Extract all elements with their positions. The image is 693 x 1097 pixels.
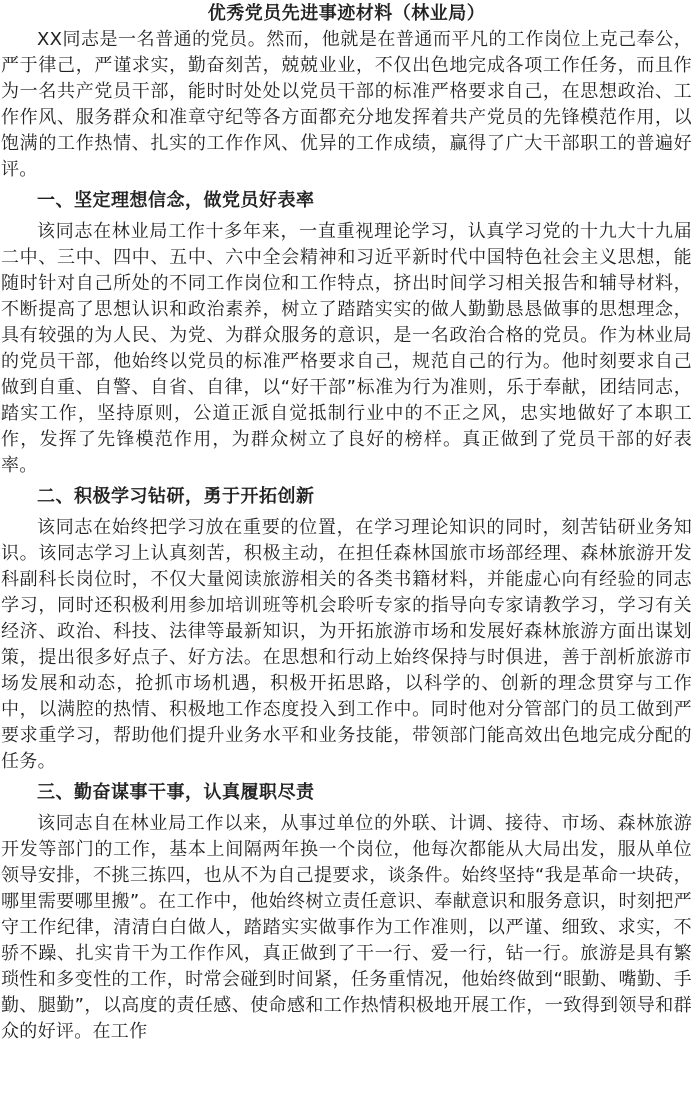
section-body-1: 该同志在林业局工作十多年来，一直重视理论学习，认真学习党的十九大十九届二中、三中、四中、五中、六中全会精神和习近平新时代中国特色社会主义思想，能随时针对自己所处的不同工作岗位和工作特点，挤出时间学习相关报告和辅导材料，不断提高了思想认识和政治素养，树立了踏踏实实的做人勤勤恳恳做事的思想理念，具有较强的为人民、为党、为群众服务的意识，是一名政治合格的党员。作为林业局的党员干部，他始终以党员的标准严格要求自己，规范自己的行为。他时刻要求自己做到自重、自警、自省、自律，以“好干部”标准为行为准则，乐于奉献，团结同志，踏实工作，坚持原则，公道正派自觉抵制行业中的不正之风，忠实地做好了本职工作，发挥了先锋模范作用，为群众树立了良好的榜样。真正做到了党员干部的好表率。	[1, 221, 692, 476]
section-body-2: 该同志在始终把学习放在重要的位置，在学习理论知识的同时，刻苦钻研业务知识。该同志学习上认真刻苦，积极主动，在担任森林国旅市场部经理、森林旅游开发科副科长岗位时，不仅大量阅读旅游相关的各类书籍材料，并能虚心向有经验的同志学习，同时还积极利用参加培训班等机会聆听专家的指导向专家请教学习，学习有关经济、政治、科技、法律等最新知识，为开拓旅游市场和发展好森林旅游方面出谋划策，提出很多好点子、好方法。在思想和行动上始终保持与时俱进，善于剖析旅游市场发展和动态，抢抓市场机遇，积极开拓思路，以科学的、创新的理念贯穿与工作中，以满腔的热情、积极地工作态度投入到工作中。同时他对分管部门的员工做到严要求重学习，帮助他们提升业务水平和业务技能，带领部门能高效出色地完成分配的任务。	[1, 517, 692, 772]
section-body-3: 该同志自在林业局工作以来，从事过单位的外联、计调、接待、市场、森林旅游开发等部门的工作，基本上间隔两年换一个岗位，他每次都能从大局出发，服从单位领导安排，不挑三拣四，也从不为自己提要求，谈条件。始终坚持“我是革命一块砖，哪里需要哪里搬”。在工作中，他始终树立责任意识、奉献意识和服务意识，时刻把严守工作纪律，清清白白做人，踏踏实实做事作为工作准则，以严谨、细致、求实，不骄不躁、扎实肯干为工作作风，真正做到了干一行、爱一行，钻一行。旅游是具有繁琐性和多变性的工作，时常会碰到时间紧，任务重情况，他始终做到“眼勤、嘴勤、手勤、腿勤”，以高度的责任感、使命感和工作热情积极地开展工作，一致得到领导和群众的好评。在工作	[1, 813, 692, 1042]
document-title: 优秀党员先进事迹材料（林业局）	[207, 3, 486, 24]
section-heading-3: 三、勤奋谋事干事，认真履职尽责	[37, 782, 315, 803]
intro-paragraph: XX同志是一名普通的党员。然而，他就是在普通而平凡的工作岗位上克己奉公，严于律己，严谨求实，勤奋刻苦，兢兢业业，不仅出色地完成各项工作任务，而且作为一名共产党员干部，能时时处处以党员干部的标准严格要求自己，在思想政治、工作作风、服务群众和准章守纪等各方面都充分地发挥着共产党员的先锋模范作用，以饱满的工作热情、扎实的工作作风、优异的工作成绩，赢得了广大干部职工的普遍好评。	[1, 29, 692, 180]
section-heading-1: 一、坚定理想信念，做党员好表率	[37, 190, 315, 211]
section-heading-2: 二、积极学习钻研，勇于开拓创新	[37, 486, 315, 507]
